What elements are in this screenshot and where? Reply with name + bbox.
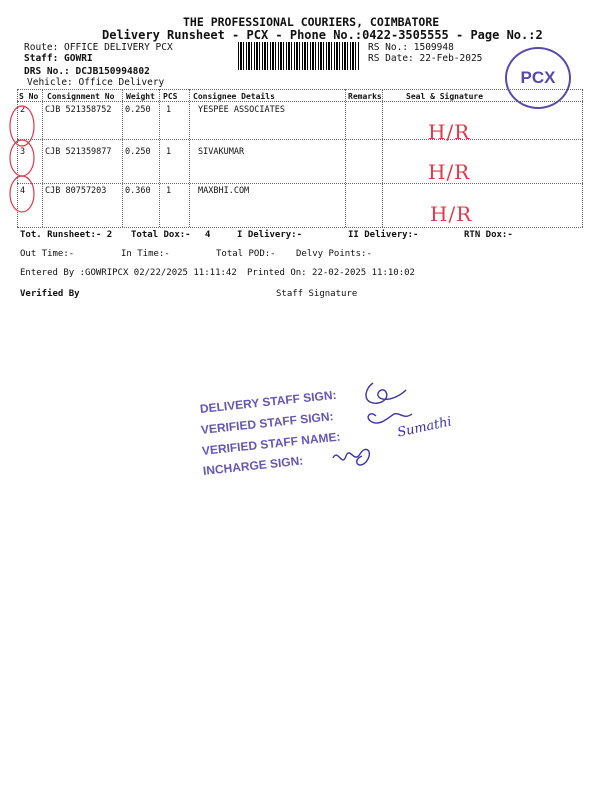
company-title: THE PROFESSIONAL COURIERS, COIMBATORE <box>183 15 440 29</box>
printed-on: Printed On: 22-02-2025 11:10:02 <box>247 268 415 278</box>
row-sno: 3 <box>20 147 26 157</box>
verified-staff-name: VERIFIED STAFF NAME: <box>201 429 342 458</box>
header-consignment: Consignment No <box>47 92 115 101</box>
i-delivery: I Delivery:- <box>237 230 303 240</box>
row-consignee: YESPEE ASSOCIATES <box>198 105 285 115</box>
total-pod: Total POD:- <box>216 249 276 259</box>
in-time: In Time:- <box>121 249 170 259</box>
row-pcs: 1 <box>166 105 172 115</box>
header-seal: Seal & Signature <box>406 92 484 101</box>
out-time: Out Time:- <box>20 249 75 259</box>
barcode-image <box>238 42 360 70</box>
table-col-line <box>122 89 123 227</box>
handwritten-signature: H/R <box>428 160 471 184</box>
rs-number: RS No.: 1509948 <box>368 42 454 53</box>
red-circle-marks <box>2 96 38 216</box>
header-remarks: Remarks <box>348 92 382 101</box>
handwritten-signature: H/R <box>428 120 471 144</box>
table-col-line <box>189 89 190 227</box>
row-pcs: 1 <box>166 147 172 157</box>
delvy-points: Delvy Points:- <box>296 249 372 259</box>
verified-by: Verified By <box>20 289 80 299</box>
table-line <box>17 89 583 90</box>
entered-by: Entered By :GOWRIPCX 02/22/2025 11:11:42 <box>20 268 237 278</box>
row-consignment: CJB 80757203 <box>45 186 107 196</box>
row-weight: 0.250 <box>125 147 151 157</box>
vehicle-text: Vehicle: Office Delivery <box>27 77 165 88</box>
tot-runsheet: Tot. Runsheet:- 2 <box>20 230 113 240</box>
row-pcs: 1 <box>166 186 172 196</box>
row-consignment: CJB 521359877 <box>45 147 112 157</box>
header-pcs: PCS <box>163 92 178 101</box>
table-col-line <box>345 89 346 227</box>
delivery-staff-sign: DELIVERY STAFF SIGN: <box>199 387 338 416</box>
row-weight: 0.360 <box>125 186 151 196</box>
drs-number: DRS No.: DCJB150994802 <box>24 66 150 77</box>
header-weight: Weight <box>126 92 155 101</box>
table-line <box>17 183 583 184</box>
route-text: Route: OFFICE DELIVERY PCX <box>24 42 173 53</box>
runsheet-table <box>17 89 583 227</box>
header-sno: S No <box>19 92 39 101</box>
total-dox-value: 4 <box>205 230 211 240</box>
ii-delivery: II Delivery:- <box>348 230 419 240</box>
table-line <box>17 139 583 140</box>
row-consignee: MAXBHI.COM <box>198 186 250 196</box>
rs-date: RS Date: 22-Feb-2025 <box>368 53 483 64</box>
incharge-sign: INCHARGE SIGN: <box>202 453 304 478</box>
table-col-line <box>382 89 383 227</box>
row-sno: 4 <box>20 186 26 196</box>
handwritten-name: Sumathi <box>396 414 454 441</box>
table-line <box>17 227 583 228</box>
row-consignee: SIVAKUMAR <box>198 147 245 157</box>
verified-staff-sign: VERIFIED STAFF SIGN: <box>200 409 335 437</box>
staff-signature: Staff Signature <box>276 289 358 299</box>
row-weight: 0.250 <box>125 105 151 115</box>
total-dox-label: Total Dox:- <box>131 230 191 240</box>
handwritten-signature: H/R <box>430 202 473 226</box>
row-consignment: CJB 521358752 <box>45 105 112 115</box>
runsheet-title: Delivery Runsheet - PCX - Phone No.:0422-3505555 - Page No.:2 <box>102 28 543 42</box>
table-col-line <box>582 89 583 227</box>
table-col-line <box>42 89 43 227</box>
header-consignee: Consignee Details <box>193 92 275 101</box>
pcx-stamp-text: PCX <box>520 68 556 87</box>
rtn-dox: RTN Dox:- <box>464 230 513 240</box>
staff-text: Staff: GOWRI <box>24 53 93 64</box>
table-line <box>17 101 583 102</box>
row-sno: 2 <box>20 105 26 115</box>
table-col-line <box>159 89 160 227</box>
